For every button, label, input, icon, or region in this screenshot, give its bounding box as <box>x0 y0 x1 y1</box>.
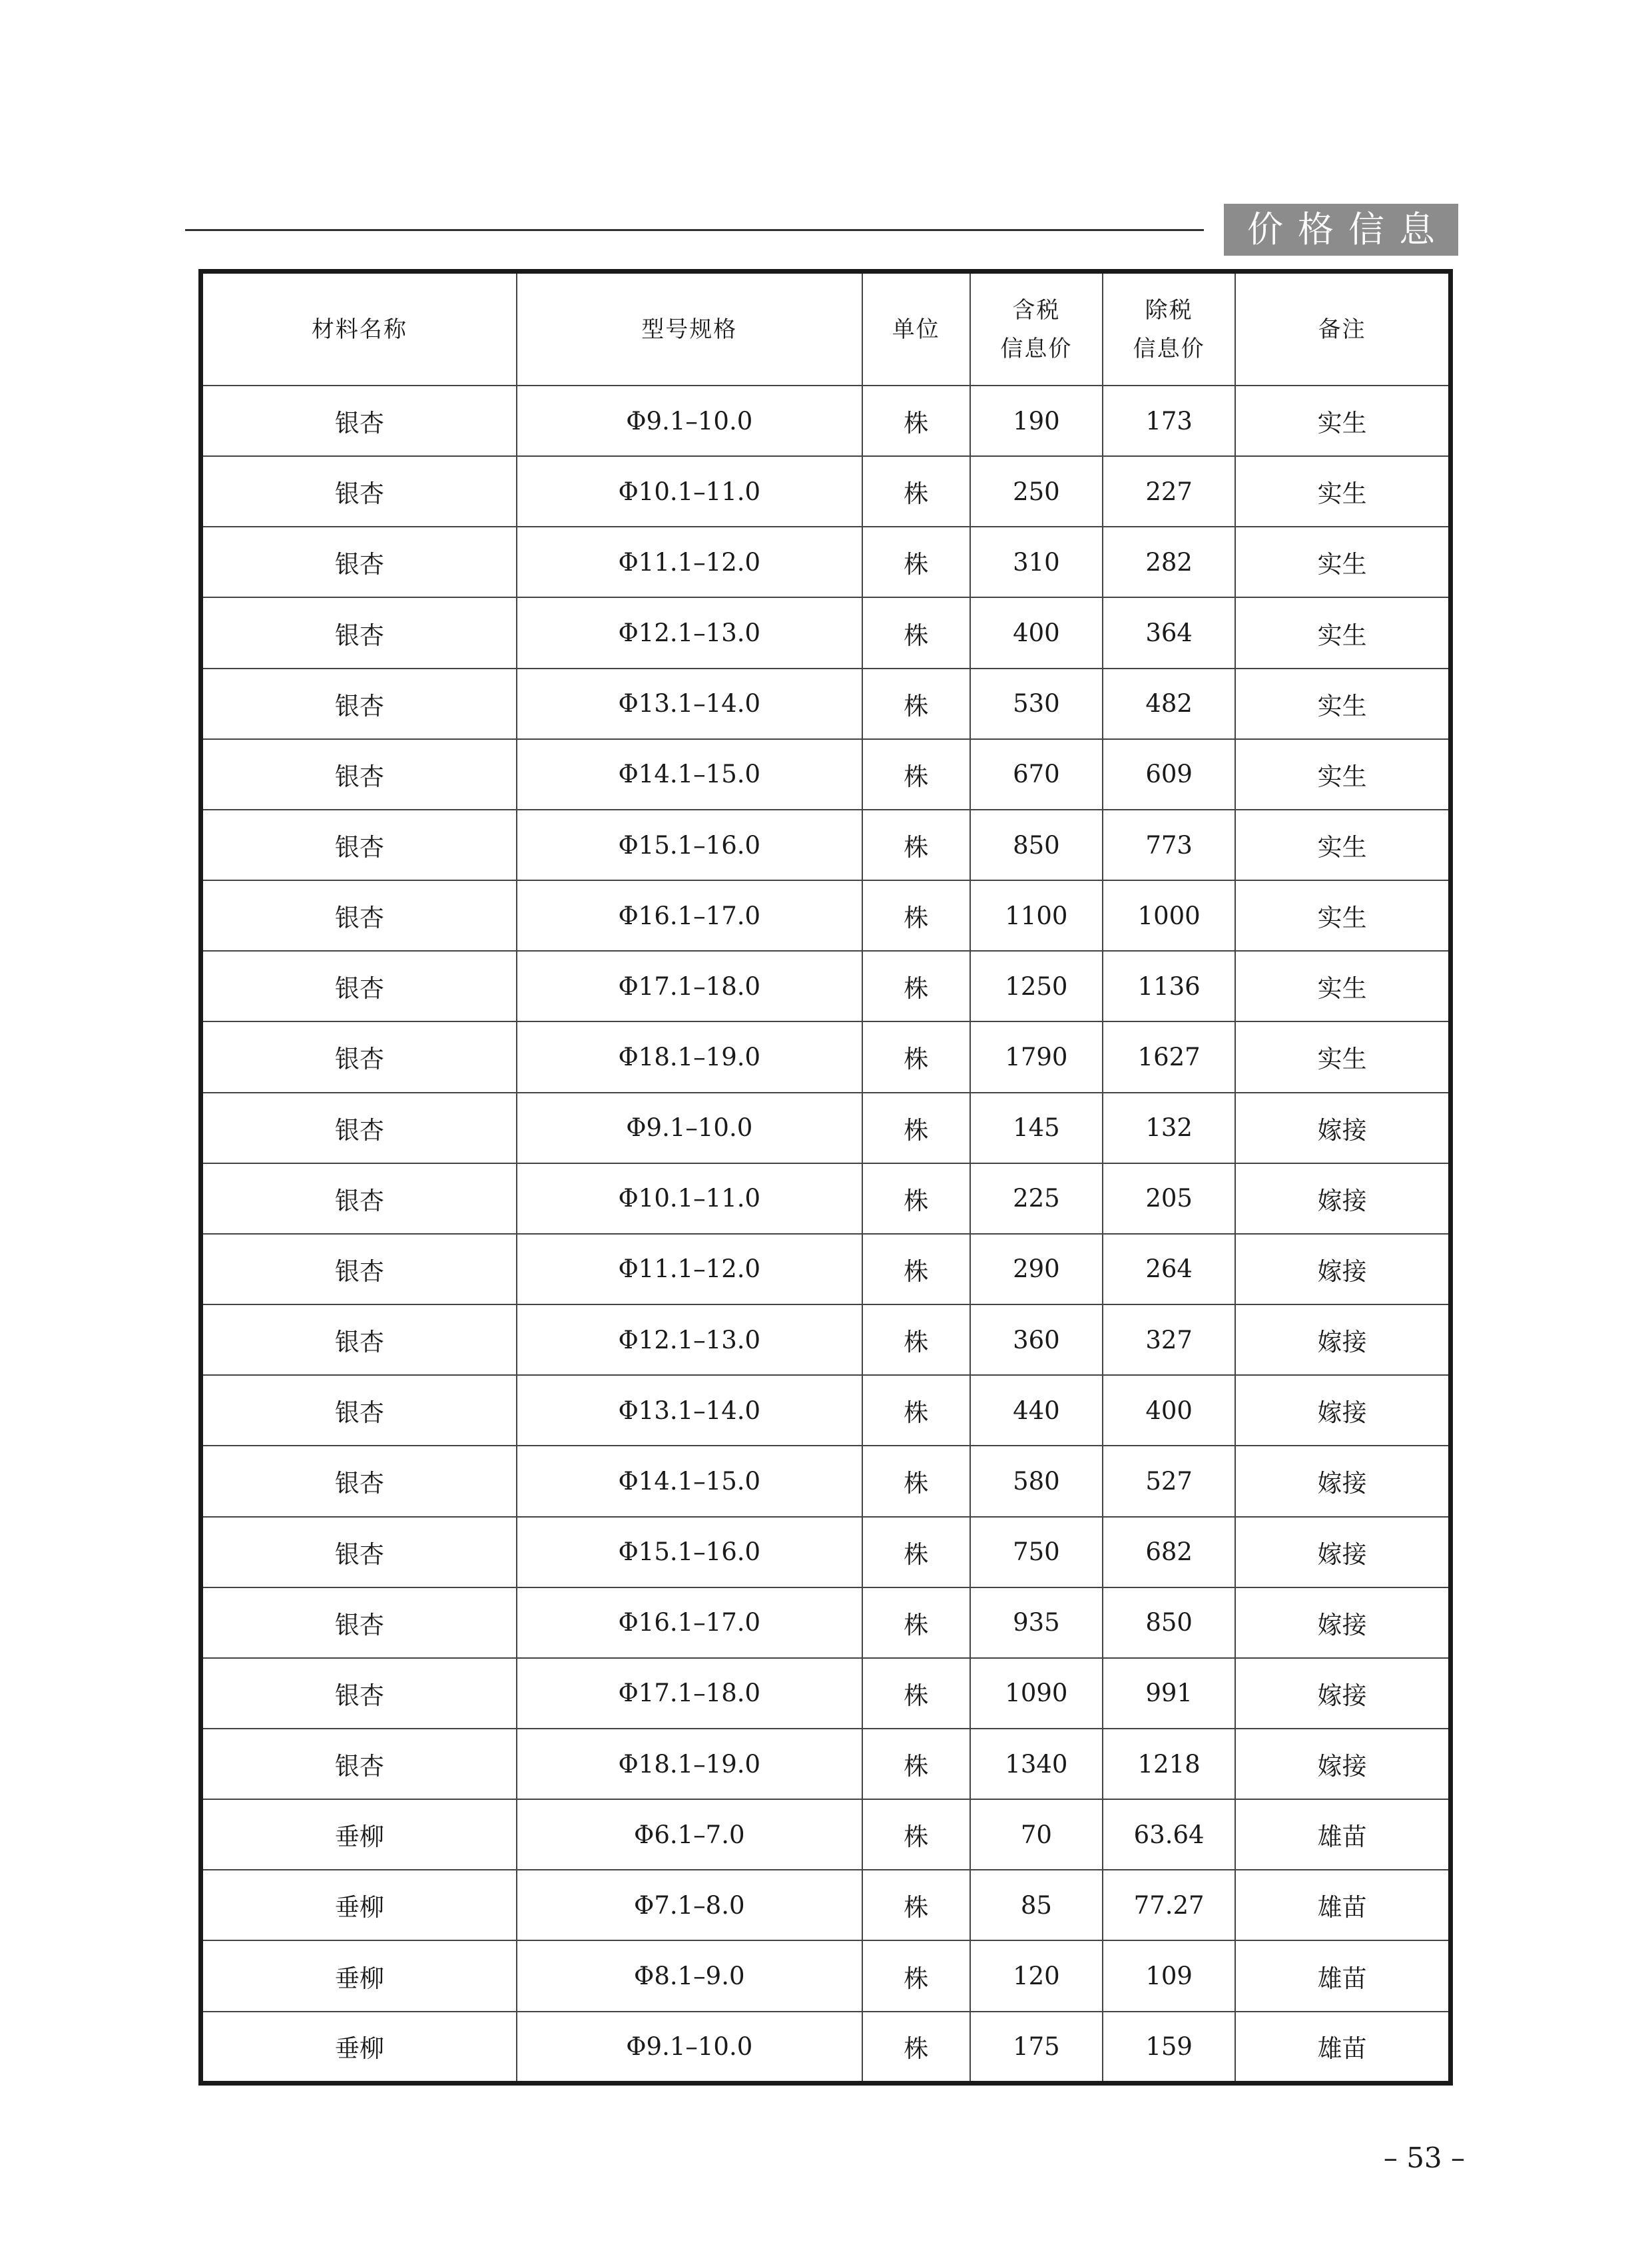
header-model-spec: 型号规格 <box>517 274 862 386</box>
cell-unit: 株 <box>862 669 970 739</box>
cell-price-incl-tax: 175 <box>970 2012 1103 2081</box>
cell-remark: 嫁接 <box>1235 1234 1448 1304</box>
cell-unit: 株 <box>862 1658 970 1729</box>
cell-remark: 嫁接 <box>1235 1163 1448 1234</box>
cell-material-name: 银杏 <box>203 456 517 527</box>
cell-remark: 雄苗 <box>1235 1940 1448 2011</box>
header-material-name: 材料名称 <box>203 274 517 386</box>
cell-remark: 实生 <box>1235 456 1448 527</box>
cell-price-incl-tax: 1100 <box>970 880 1103 951</box>
cell-price-excl-tax: 991 <box>1103 1658 1235 1729</box>
cell-unit: 株 <box>862 739 970 810</box>
cell-price-incl-tax: 120 <box>970 1940 1103 2011</box>
table-row <box>203 1163 1448 1234</box>
cell-material-name: 银杏 <box>203 597 517 668</box>
table-row <box>203 2012 1448 2081</box>
cell-model-spec: Φ15.1–16.0 <box>517 810 862 880</box>
cell-unit: 株 <box>862 1304 970 1375</box>
cell-price-incl-tax: 935 <box>970 1587 1103 1658</box>
cell-model-spec: Φ9.1–10.0 <box>517 386 862 456</box>
cell-model-spec: Φ11.1–12.0 <box>517 527 862 597</box>
cell-remark: 嫁接 <box>1235 1587 1448 1658</box>
cell-price-incl-tax: 70 <box>970 1799 1103 1870</box>
cell-price-excl-tax: 850 <box>1103 1587 1235 1658</box>
table-row <box>203 739 1448 810</box>
cell-material-name: 垂柳 <box>203 1870 517 1940</box>
cell-model-spec: Φ14.1–15.0 <box>517 1446 862 1516</box>
header-price-incl-tax: 含税 信息价 <box>970 274 1103 386</box>
table-row <box>203 527 1448 597</box>
cell-model-spec: Φ13.1–14.0 <box>517 669 862 739</box>
cell-price-incl-tax: 145 <box>970 1093 1103 1163</box>
cell-unit: 株 <box>862 1021 970 1092</box>
cell-price-incl-tax: 190 <box>970 386 1103 456</box>
cell-remark: 雄苗 <box>1235 1870 1448 1940</box>
cell-price-excl-tax: 132 <box>1103 1093 1235 1163</box>
cell-price-excl-tax: 63.64 <box>1103 1799 1235 1870</box>
cell-price-excl-tax: 159 <box>1103 2012 1235 2081</box>
cell-price-excl-tax: 482 <box>1103 669 1235 739</box>
cell-remark: 实生 <box>1235 951 1448 1021</box>
table-row <box>203 456 1448 527</box>
cell-unit: 株 <box>862 1375 970 1446</box>
cell-model-spec: Φ12.1–13.0 <box>517 1304 862 1375</box>
cell-remark: 嫁接 <box>1235 1658 1448 1729</box>
cell-price-excl-tax: 1218 <box>1103 1729 1235 1799</box>
cell-price-excl-tax: 109 <box>1103 1940 1235 2011</box>
cell-unit: 株 <box>862 527 970 597</box>
cell-unit: 株 <box>862 386 970 456</box>
cell-unit: 株 <box>862 1870 970 1940</box>
cell-material-name: 银杏 <box>203 1658 517 1729</box>
table-row <box>203 1587 1448 1658</box>
cell-unit: 株 <box>862 456 970 527</box>
cell-remark: 嫁接 <box>1235 1375 1448 1446</box>
cell-remark: 嫁接 <box>1235 1729 1448 1799</box>
header-unit: 单位 <box>862 274 970 386</box>
header-remark: 备注 <box>1235 274 1448 386</box>
table-row <box>203 1021 1448 1092</box>
cell-unit: 株 <box>862 1940 970 2011</box>
table-row <box>203 1093 1448 1163</box>
cell-price-incl-tax: 1790 <box>970 1021 1103 1092</box>
cell-price-incl-tax: 580 <box>970 1446 1103 1516</box>
header-price-excl-tax: 除税 信息价 <box>1103 274 1235 386</box>
table-row <box>203 597 1448 668</box>
page-number: – 53 – <box>1383 2141 1465 2174</box>
cell-remark: 嫁接 <box>1235 1093 1448 1163</box>
cell-model-spec: Φ18.1–19.0 <box>517 1021 862 1092</box>
cell-price-incl-tax: 85 <box>970 1870 1103 1940</box>
table-row <box>203 1799 1448 1870</box>
cell-price-incl-tax: 1250 <box>970 951 1103 1021</box>
cell-price-excl-tax: 773 <box>1103 810 1235 880</box>
cell-price-excl-tax: 205 <box>1103 1163 1235 1234</box>
section-title: 价格信息 <box>1224 204 1458 256</box>
cell-price-excl-tax: 264 <box>1103 1234 1235 1304</box>
cell-model-spec: Φ10.1–11.0 <box>517 1163 862 1234</box>
cell-unit: 株 <box>862 1799 970 1870</box>
cell-remark: 嫁接 <box>1235 1446 1448 1516</box>
cell-unit: 株 <box>862 597 970 668</box>
cell-model-spec: Φ7.1–8.0 <box>517 1870 862 1940</box>
cell-price-incl-tax: 1090 <box>970 1658 1103 1729</box>
cell-unit: 株 <box>862 1163 970 1234</box>
cell-material-name: 垂柳 <box>203 1940 517 2011</box>
cell-price-excl-tax: 400 <box>1103 1375 1235 1446</box>
cell-price-excl-tax: 173 <box>1103 386 1235 456</box>
cell-remark: 雄苗 <box>1235 2012 1448 2081</box>
cell-material-name: 垂柳 <box>203 2012 517 2081</box>
cell-unit: 株 <box>862 2012 970 2081</box>
table-row <box>203 1446 1448 1516</box>
cell-material-name: 银杏 <box>203 669 517 739</box>
cell-material-name: 银杏 <box>203 1375 517 1446</box>
table-row <box>203 951 1448 1021</box>
cell-remark: 嫁接 <box>1235 1304 1448 1375</box>
cell-model-spec: Φ9.1–10.0 <box>517 2012 862 2081</box>
cell-price-incl-tax: 750 <box>970 1517 1103 1587</box>
cell-model-spec: Φ14.1–15.0 <box>517 739 862 810</box>
cell-remark: 实生 <box>1235 810 1448 880</box>
cell-remark: 实生 <box>1235 739 1448 810</box>
cell-material-name: 银杏 <box>203 1729 517 1799</box>
cell-unit: 株 <box>862 951 970 1021</box>
cell-model-spec: Φ16.1–17.0 <box>517 1587 862 1658</box>
cell-model-spec: Φ17.1–18.0 <box>517 951 862 1021</box>
cell-remark: 实生 <box>1235 527 1448 597</box>
cell-model-spec: Φ17.1–18.0 <box>517 1658 862 1729</box>
cell-material-name: 银杏 <box>203 386 517 456</box>
cell-unit: 株 <box>862 1234 970 1304</box>
cell-unit: 株 <box>862 1587 970 1658</box>
cell-model-spec: Φ9.1–10.0 <box>517 1093 862 1163</box>
cell-model-spec: Φ15.1–16.0 <box>517 1517 862 1587</box>
cell-remark: 嫁接 <box>1235 1517 1448 1587</box>
cell-model-spec: Φ18.1–19.0 <box>517 1729 862 1799</box>
cell-price-excl-tax: 609 <box>1103 739 1235 810</box>
table-row <box>203 1375 1448 1446</box>
cell-material-name: 银杏 <box>203 1093 517 1163</box>
cell-model-spec: Φ11.1–12.0 <box>517 1234 862 1304</box>
table-row <box>203 1517 1448 1587</box>
cell-unit: 株 <box>862 1729 970 1799</box>
cell-material-name: 银杏 <box>203 880 517 951</box>
cell-price-excl-tax: 682 <box>1103 1517 1235 1587</box>
cell-price-excl-tax: 77.27 <box>1103 1870 1235 1940</box>
cell-model-spec: Φ8.1–9.0 <box>517 1940 862 2011</box>
cell-price-incl-tax: 360 <box>970 1304 1103 1375</box>
price-table <box>203 274 1448 2081</box>
cell-price-incl-tax: 530 <box>970 669 1103 739</box>
cell-material-name: 银杏 <box>203 810 517 880</box>
cell-price-excl-tax: 327 <box>1103 1304 1235 1375</box>
cell-remark: 实生 <box>1235 597 1448 668</box>
cell-material-name: 垂柳 <box>203 1799 517 1870</box>
cell-price-incl-tax: 440 <box>970 1375 1103 1446</box>
cell-unit: 株 <box>862 1517 970 1587</box>
table-row <box>203 1729 1448 1799</box>
table-row <box>203 1940 1448 2011</box>
cell-unit: 株 <box>862 880 970 951</box>
table-row <box>203 880 1448 951</box>
cell-price-incl-tax: 670 <box>970 739 1103 810</box>
cell-material-name: 银杏 <box>203 1163 517 1234</box>
cell-material-name: 银杏 <box>203 1517 517 1587</box>
cell-material-name: 银杏 <box>203 1234 517 1304</box>
cell-remark: 实生 <box>1235 386 1448 456</box>
cell-price-incl-tax: 250 <box>970 456 1103 527</box>
cell-material-name: 银杏 <box>203 527 517 597</box>
cell-remark: 实生 <box>1235 880 1448 951</box>
cell-price-incl-tax: 850 <box>970 810 1103 880</box>
cell-price-excl-tax: 1000 <box>1103 880 1235 951</box>
cell-unit: 株 <box>862 810 970 880</box>
cell-price-excl-tax: 282 <box>1103 527 1235 597</box>
table-row <box>203 1234 1448 1304</box>
cell-remark: 雄苗 <box>1235 1799 1448 1870</box>
table-row <box>203 386 1448 456</box>
cell-price-incl-tax: 400 <box>970 597 1103 668</box>
cell-remark: 实生 <box>1235 669 1448 739</box>
cell-model-spec: Φ6.1–7.0 <box>517 1799 862 1870</box>
cell-price-incl-tax: 1340 <box>970 1729 1103 1799</box>
table-header-row <box>203 274 1448 386</box>
cell-unit: 株 <box>862 1446 970 1516</box>
cell-material-name: 银杏 <box>203 1587 517 1658</box>
cell-price-excl-tax: 364 <box>1103 597 1235 668</box>
cell-price-excl-tax: 527 <box>1103 1446 1235 1516</box>
cell-price-incl-tax: 290 <box>970 1234 1103 1304</box>
cell-material-name: 银杏 <box>203 739 517 810</box>
cell-model-spec: Φ16.1–17.0 <box>517 880 862 951</box>
table-row <box>203 1304 1448 1375</box>
cell-unit: 株 <box>862 1093 970 1163</box>
cell-price-excl-tax: 227 <box>1103 456 1235 527</box>
cell-material-name: 银杏 <box>203 1446 517 1516</box>
table-body <box>203 386 1448 2081</box>
table-row <box>203 1870 1448 1940</box>
cell-material-name: 银杏 <box>203 951 517 1021</box>
header-rule <box>185 229 1204 231</box>
cell-model-spec: Φ10.1–11.0 <box>517 456 862 527</box>
cell-price-incl-tax: 225 <box>970 1163 1103 1234</box>
table-row <box>203 1658 1448 1729</box>
cell-model-spec: Φ12.1–13.0 <box>517 597 862 668</box>
cell-price-incl-tax: 310 <box>970 527 1103 597</box>
table-row <box>203 669 1448 739</box>
cell-material-name: 银杏 <box>203 1304 517 1375</box>
price-table-frame <box>198 269 1453 2086</box>
cell-material-name: 银杏 <box>203 1021 517 1092</box>
table-row <box>203 810 1448 880</box>
cell-model-spec: Φ13.1–14.0 <box>517 1375 862 1446</box>
cell-remark: 实生 <box>1235 1021 1448 1092</box>
cell-price-excl-tax: 1627 <box>1103 1021 1235 1092</box>
cell-price-excl-tax: 1136 <box>1103 951 1235 1021</box>
